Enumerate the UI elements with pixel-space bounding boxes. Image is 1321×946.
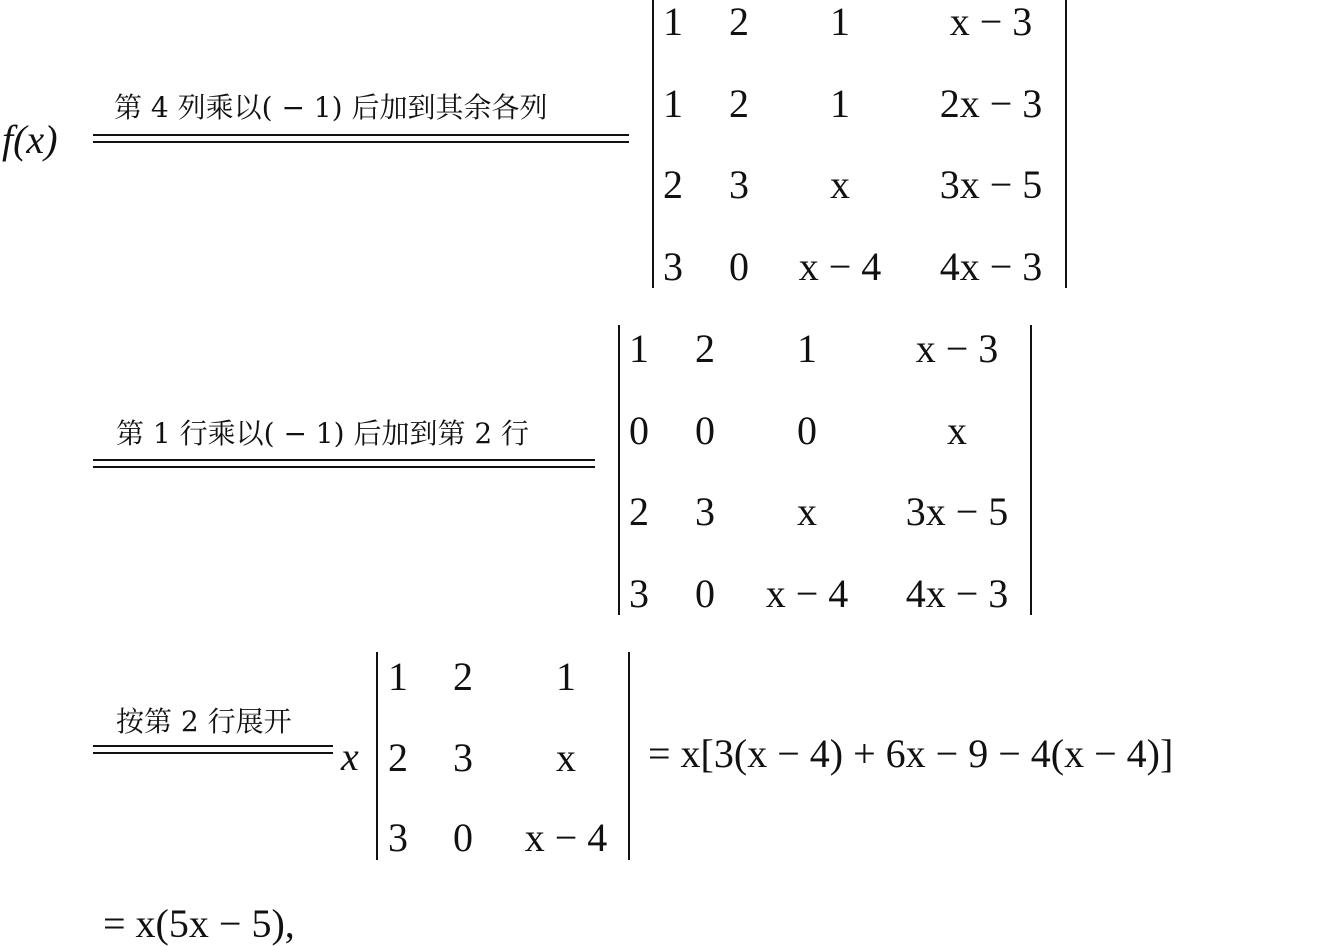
matrix-entry: 4x − 3 [905, 571, 1009, 616]
matrix-entry: 0 [695, 408, 715, 453]
matrix-entry: x − 4 [524, 815, 608, 860]
expansion-factor: x [341, 734, 359, 779]
matrix-entry: x − 3 [949, 0, 1033, 44]
matrix-entry: 4x − 3 [939, 244, 1043, 289]
matrix-entry: 0 [797, 408, 817, 453]
matrix-entry: x − 3 [915, 326, 999, 371]
equals-bar-top-1 [93, 134, 629, 136]
matrix-entry: 2 [629, 489, 649, 534]
equals-bar-bottom-2 [93, 466, 595, 468]
equals-bar-bottom-3 [93, 752, 333, 754]
matrix-entry: x [830, 162, 850, 207]
matrix-entry: 3 [729, 162, 749, 207]
equals-bar-top-2 [93, 459, 595, 461]
matrix-entry: 1 [797, 326, 817, 371]
matrix-entry: 3 [453, 735, 473, 780]
matrix-entry: 3 [388, 815, 408, 860]
expansion-result: = x[3(x − 4) + 6x − 9 − 4(x − 4)] [648, 731, 1174, 776]
matrix-entry: x − 4 [765, 571, 849, 616]
matrix-entry: 3 [629, 571, 649, 616]
matrix-entry: 0 [453, 815, 473, 860]
equals-bar-bottom-1 [93, 141, 629, 143]
matrix-entry: 0 [629, 408, 649, 453]
matrix-entry: 1 [830, 0, 850, 44]
matrix-entry: x − 4 [798, 244, 882, 289]
matrix-entry: 1 [556, 654, 576, 699]
determinant-right-bar-3 [628, 652, 630, 860]
operation-label-3: 按第 2 行展开 [116, 705, 292, 738]
matrix-entry: 2 [729, 0, 749, 44]
matrix-entry: 1 [663, 81, 683, 126]
lhs-function: f(x) [2, 117, 58, 162]
matrix-entry: 3x − 5 [905, 489, 1009, 534]
matrix-entry: x [797, 489, 817, 534]
matrix-entry: 2x − 3 [939, 81, 1043, 126]
determinant-left-bar-3 [376, 652, 378, 860]
determinant-left-bar-1 [652, 0, 654, 288]
matrix-entry: x [556, 735, 576, 780]
matrix-entry: 2 [729, 81, 749, 126]
matrix-entry: 2 [453, 654, 473, 699]
operation-label-2: 第 1 行乘以( − 1) 后加到第 2 行 [116, 417, 530, 450]
final-result: = x(5x − 5), [103, 901, 295, 946]
matrix-entry: 0 [729, 244, 749, 289]
matrix-entry: 3 [695, 489, 715, 534]
operation-label-1: 第 4 列乘以( − 1) 后加到其余各列 [114, 91, 548, 124]
determinant-right-bar-1 [1065, 0, 1067, 288]
matrix-entry: x [947, 408, 967, 453]
matrix-entry: 1 [388, 654, 408, 699]
determinant-left-bar-2 [618, 325, 620, 615]
matrix-entry: 2 [663, 162, 683, 207]
matrix-entry: 0 [695, 571, 715, 616]
matrix-entry: 1 [830, 81, 850, 126]
matrix-entry: 1 [629, 326, 649, 371]
matrix-entry: 1 [663, 0, 683, 44]
matrix-entry: 3 [663, 244, 683, 289]
determinant-right-bar-2 [1030, 325, 1032, 615]
matrix-entry: 2 [695, 326, 715, 371]
matrix-entry: 2 [388, 735, 408, 780]
matrix-entry: 3x − 5 [939, 162, 1043, 207]
equals-bar-top-3 [93, 745, 333, 747]
